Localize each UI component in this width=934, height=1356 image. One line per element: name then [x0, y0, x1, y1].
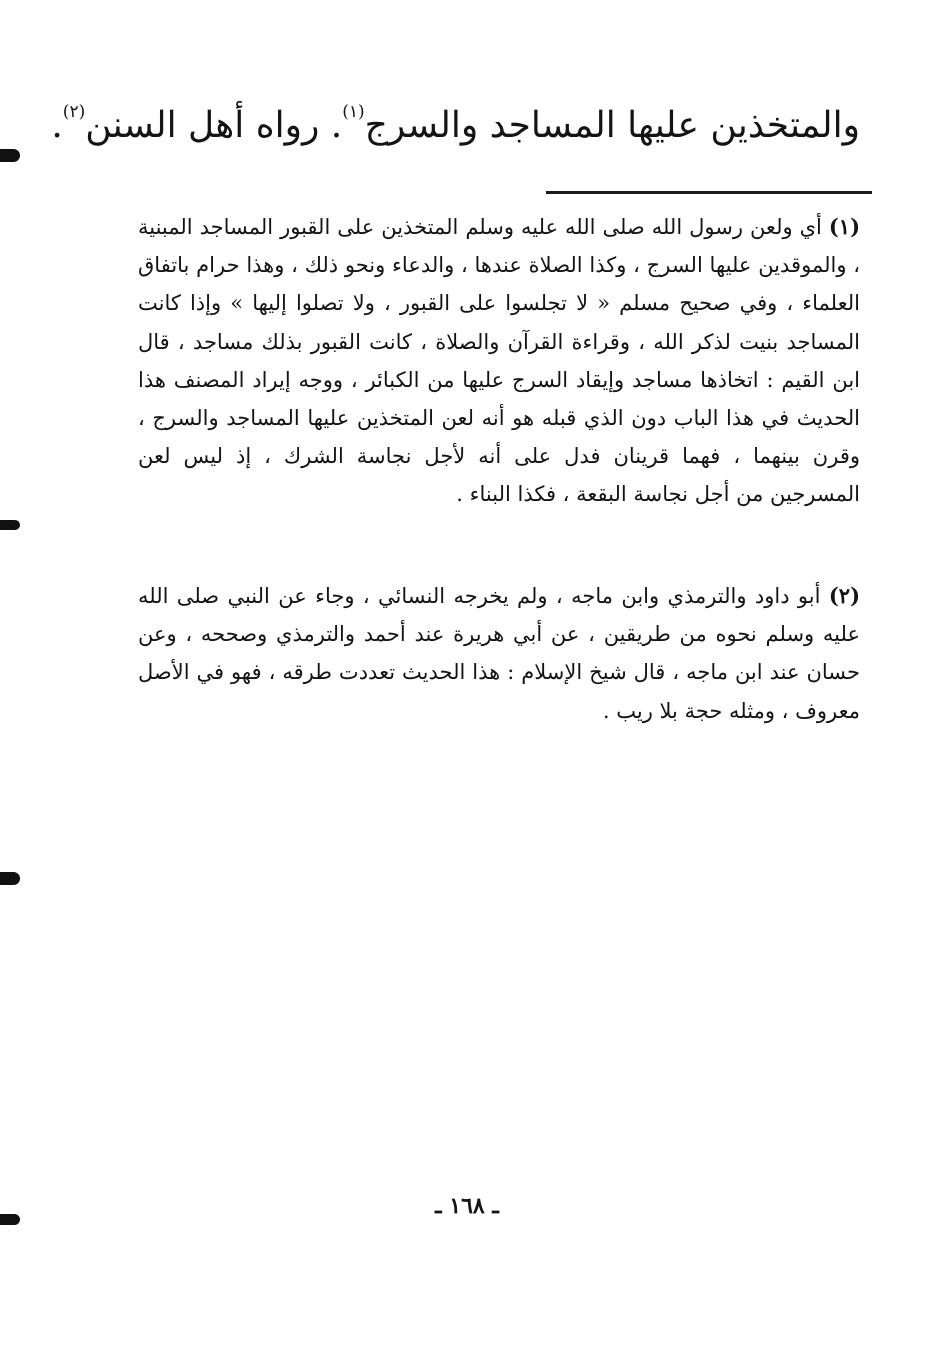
footnote-number: (٢) [828, 583, 860, 608]
footnote-2 [138, 577, 860, 730]
footnote-text: أي ولعن رسول الله صلى الله عليه وسلم المتخذين على القبور المساجد المبنية ، والموقدين عليها السرج ، وكذا الصلاة عندها ، والدعاء ونحو ذلك ، وهذا حرام باتفاق العلماء ، وفي صحيح مسلم « لا تجلسوا على القبور ، ولا تصلوا إليها » وإذا كانت المساجد بنيت لذكر الله ، وقراءة القرآن والصلاة ، كانت القبور بذلك مساجد ، قال ابن القيم : اتخاذها مساجد وإيقاد السرج عليها من الكبائر ، ووجه إيراد المصنف هذا الحديث في هذا الباب دون الذي قبله هو أنه لعن المتخذين عليها المساجد والسرج ، وقرن بينهما ، فهما قرينان فدل على أنه لأجل نجاسة الشرك ، إذ ليس لعن المسرجين من أجل نجاسة البقعة ، فكذا البناء . [138, 215, 860, 507]
main-text [51, 96, 860, 156]
footnote-text: أبو داود والترمذي وابن ماجه ، ولم يخرجه النسائي ، وجاء عن النبي صلى الله عليه وسلم نحوه من طريقين ، عن أبي هريرة عند أحمد والترمذي وصححه ، وعن حسان عند ابن ماجه ، قال شيخ الإسلام : هذا الحديث تعددت طرقه ، فهو في الأصل معروف ، ومثله حجة بلا ريب . [138, 584, 860, 723]
main-text-segment: . رواه أهل السنن [85, 105, 343, 146]
footnote-number: (١) [828, 214, 860, 239]
footnote-ref-1: (١) [342, 102, 365, 122]
binding-mark [0, 149, 20, 162]
binding-mark [0, 520, 20, 530]
main-text-segment: والمتخذين عليها المساجد والسرج [364, 105, 860, 146]
footnote-1 [138, 208, 860, 514]
footnote-divider [546, 191, 872, 194]
footnote-ref-2: (٢) [62, 102, 86, 122]
binding-mark [0, 872, 20, 885]
main-text-period: . [51, 105, 63, 146]
page-number: ـ ١٦٨ ـ [435, 1193, 499, 1219]
